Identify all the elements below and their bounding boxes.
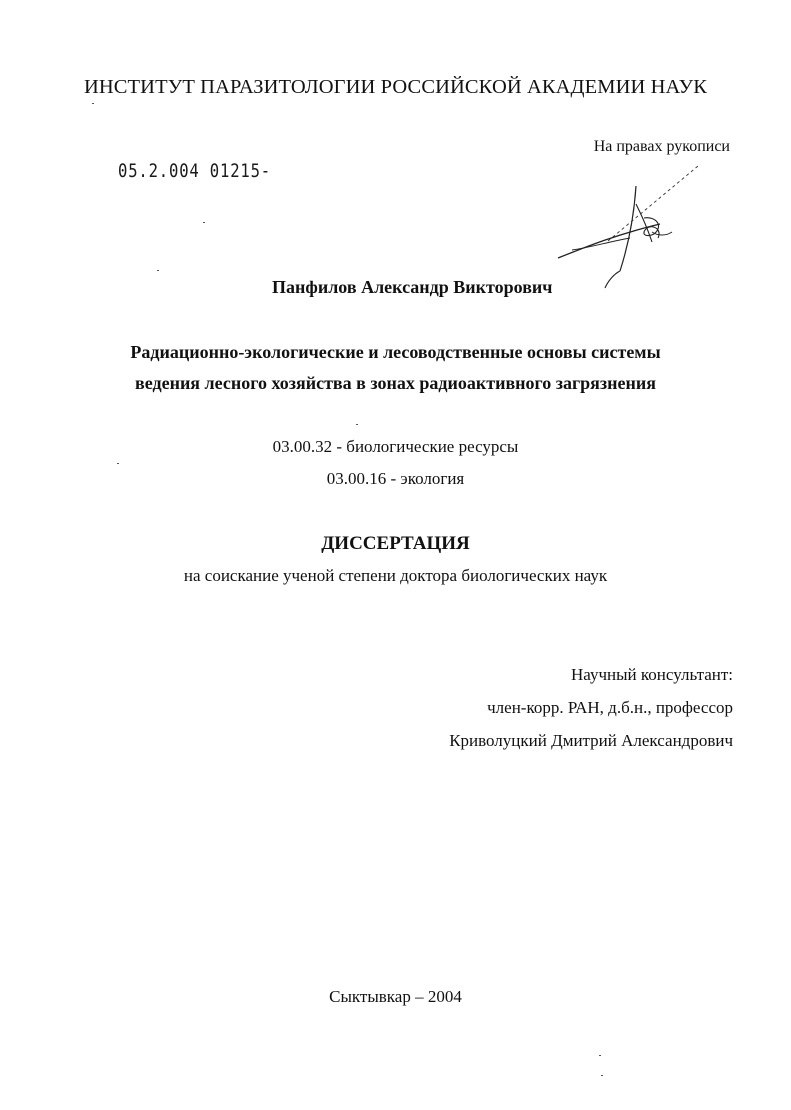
scan-speck — [92, 103, 94, 104]
scan-speck — [117, 463, 119, 464]
thesis-title-line-1: Радиационно-экологические и лесоводственные основы системы — [130, 342, 661, 362]
advisor-name: Криволуцкий Дмитрий Александрович — [449, 731, 733, 750]
scan-speck — [203, 222, 205, 223]
specialty-code-2: 03.00.16 - экология — [326, 469, 465, 488]
scan-speck — [356, 424, 358, 425]
scan-speck — [601, 1075, 603, 1076]
thesis-title-line-2: ведения лесного хозяйства в зонах радиоактивного загрязнения — [135, 373, 656, 393]
specialty-code-1: 03.00.32 - биологические ресурсы — [272, 437, 519, 456]
scan-speck — [157, 270, 159, 271]
institute-name: ИНСТИТУТ ПАРАЗИТОЛОГИИ РОССИЙСКОЙ АКАДЕМИИ НАУК — [83, 76, 708, 98]
scan-speck — [599, 1055, 601, 1056]
rights-note: На правах рукописи — [593, 138, 730, 155]
degree-line: на соискание ученой степени доктора биологических наук — [183, 566, 608, 585]
signature-mark — [548, 146, 738, 296]
registration-stamp: 05.2.004 01215- — [118, 160, 272, 182]
document-type-heading: ДИССЕРТАЦИЯ — [321, 533, 470, 554]
advisor-credentials: член-корр. РАН, д.б.н., профессор — [487, 698, 733, 717]
author-name: Панфилов Александр Викторович — [272, 277, 553, 297]
advisor-label: Научный консультант: — [571, 665, 733, 684]
city-year: Сыктывкар – 2004 — [329, 987, 462, 1006]
